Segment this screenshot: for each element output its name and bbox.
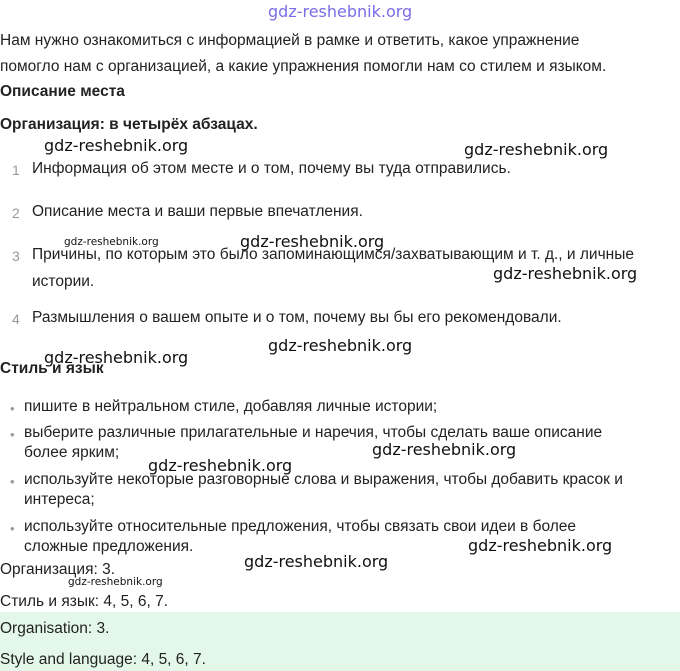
list-item-number: 3 [12, 248, 20, 264]
place-heading: Описание места [0, 83, 125, 100]
list-item-number: 2 [12, 205, 20, 221]
intro-line-1: Нам нужно ознакомиться с информацией в рамке и ответить, какое упражнение [0, 32, 580, 49]
answer-ru-organisation: Организация: 3. [0, 561, 116, 578]
list-item-text-line-1: Причины, по которым это было запоминающимся/захватывающим и т. д., и личные [32, 246, 634, 263]
answer-en-organisation: Organisation: 3. [0, 620, 110, 637]
style-heading: Стиль и язык [0, 360, 104, 377]
list-item-number: 1 [12, 162, 20, 178]
watermark: gdz-reshebnik.org [493, 264, 638, 283]
bullet-text-line-2: сложные предложения. [24, 538, 194, 555]
answer-ru-style: Стиль и язык: 4, 5, 6, 7. [0, 593, 169, 610]
list-item-text: Размышления о вашем опыте и о том, почему вы бы его рекомендовали. [32, 309, 562, 326]
list-item-number: 4 [12, 311, 20, 327]
bullet-text-line-1: используйте относительные предложения, чтобы связать свои идеи в более [24, 518, 577, 535]
watermark: gdz-reshebnik.org [372, 440, 517, 459]
bullet-dot-icon: • [10, 521, 15, 536]
answer-en-style: Style and language: 4, 5, 6, 7. [0, 651, 206, 668]
watermark: gdz-reshebnik.org [148, 456, 293, 475]
watermark: gdz-reshebnik.org [268, 336, 413, 355]
bullet-text-line-2: более ярким; [24, 444, 120, 461]
watermark: gdz-reshebnik.org [240, 232, 385, 251]
intro-line-2: помогло нам с организацией, а какие упражнения помогли нам со стилем и языком. [0, 58, 607, 75]
list-item-text: Описание места и ваши первые впечатления. [32, 203, 363, 220]
watermark: gdz-reshebnik.org [44, 136, 189, 155]
watermark: gdz-reshebnik.org [464, 140, 609, 159]
watermark: gdz-reshebnik.org [244, 552, 389, 571]
list-item-text-line-2: истории. [32, 273, 95, 290]
watermark: gdz-reshebnik.org [468, 536, 613, 555]
header-watermark[interactable]: gdz-reshebnik.org [268, 2, 413, 21]
watermark: gdz-reshebnik.org [68, 576, 163, 588]
bullet-dot-icon: • [10, 401, 15, 416]
bullet-text: пишите в нейтральном стиле, добавляя личные истории; [24, 398, 438, 415]
bullet-dot-icon: • [10, 474, 15, 489]
bullet-text-line-1: выберите различные прилагательные и наречия, чтобы сделать ваше описание [24, 424, 603, 441]
watermark: gdz-reshebnik.org [44, 348, 189, 367]
watermark: gdz-reshebnik.org [64, 236, 159, 248]
bullet-dot-icon: • [10, 427, 15, 442]
bullet-text-line-1: используйте некоторые разговорные слова и выражения, чтобы добавить красок и [24, 471, 623, 488]
organisation-heading: Организация: в четырёх абзацах. [0, 116, 258, 133]
bullet-text-line-2: интереса; [24, 491, 95, 508]
list-item-text: Информация об этом месте и о том, почему вы туда отправились. [32, 160, 511, 177]
